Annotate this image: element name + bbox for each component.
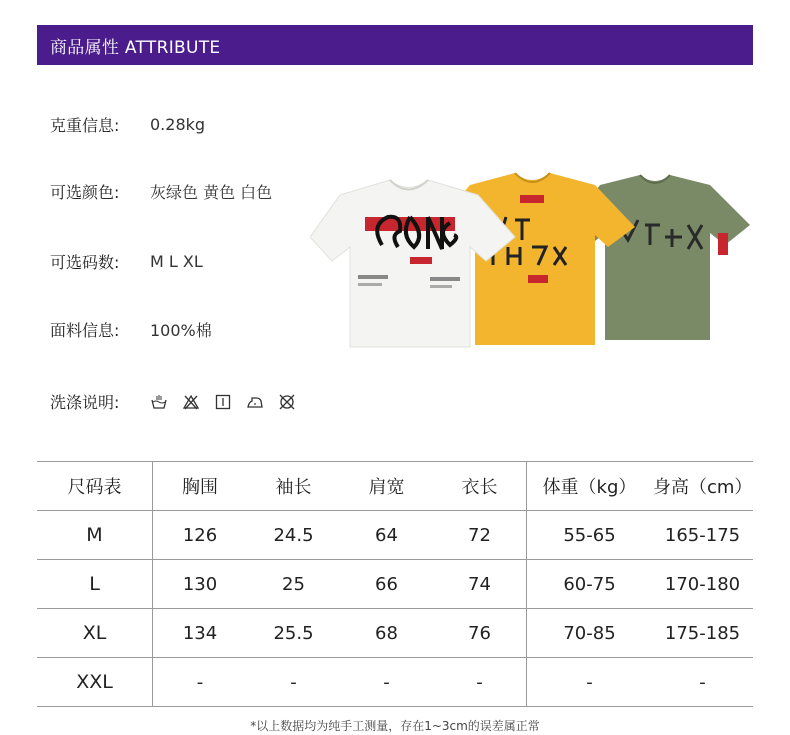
table-row	[37, 609, 753, 658]
table-cell: 70-85	[527, 609, 653, 658]
size-chart-table	[37, 461, 753, 707]
table-cell: -	[247, 658, 340, 707]
table-cell: 126	[153, 511, 248, 560]
section-title: 商品属性 ATTRIBUTE	[50, 37, 221, 58]
table-cell: 55-65	[527, 511, 653, 560]
table-cell: 25	[247, 560, 340, 609]
size-cell: L	[37, 560, 153, 609]
tshirt-product-image	[310, 165, 760, 355]
table-cell: 74	[433, 560, 527, 609]
attr-label: 面料信息:	[50, 321, 120, 340]
size-cell: M	[37, 511, 153, 560]
measurement-note: *以上数据均为纯手工测量，存在1~3cm的误差属正常	[250, 719, 540, 733]
attr-weight	[50, 113, 205, 136]
table-header-cell: 胸围	[153, 462, 248, 511]
table-row	[37, 658, 753, 707]
table-row	[37, 560, 753, 609]
table-cell: 25.5	[247, 609, 340, 658]
table-cell: -	[652, 658, 753, 707]
iron-low-icon	[246, 393, 264, 411]
table-cell: 68	[340, 609, 433, 658]
table-header-cell: 肩宽	[340, 462, 433, 511]
attr-sizes	[50, 250, 203, 273]
table-cell: -	[433, 658, 527, 707]
table-cell: 170-180	[652, 560, 753, 609]
no-dry-clean-icon	[278, 393, 296, 411]
line-dry-icon	[214, 393, 232, 411]
table-header-cell: 袖长	[247, 462, 340, 511]
table-cell: 24.5	[247, 511, 340, 560]
attr-wash	[50, 390, 296, 413]
table-cell: 165-175	[652, 511, 753, 560]
table-cell: 134	[153, 609, 248, 658]
attr-value: 100%棉	[150, 321, 212, 340]
no-bleach-icon	[182, 393, 200, 411]
table-header-row	[37, 462, 753, 511]
table-header-cell: 衣长	[433, 462, 527, 511]
table-header-cell: 尺码表	[37, 462, 153, 511]
table-cell: 130	[153, 560, 248, 609]
table-header-cell: 身高（cm）	[652, 462, 753, 511]
section-header	[37, 25, 753, 65]
attr-label: 可选颜色:	[50, 183, 120, 202]
table-header-cell: 体重（kg）	[527, 462, 653, 511]
attr-label: 洗涤说明:	[50, 393, 120, 412]
size-cell: XXL	[37, 658, 153, 707]
table-cell: 64	[340, 511, 433, 560]
attr-label: 克重信息:	[50, 116, 120, 135]
attr-value: 0.28kg	[150, 115, 206, 134]
table-cell: -	[340, 658, 433, 707]
attr-label: 可选码数:	[50, 253, 120, 272]
attr-value: M L XL	[150, 252, 203, 271]
table-cell: -	[153, 658, 248, 707]
size-cell: XL	[37, 609, 153, 658]
table-cell: 175-185	[652, 609, 753, 658]
wash-icons	[150, 393, 296, 411]
table-cell: 76	[433, 609, 527, 658]
table-cell: -	[527, 658, 653, 707]
table-cell: 66	[340, 560, 433, 609]
attr-value: 灰绿色 黄色 白色	[150, 183, 273, 202]
table-cell: 60-75	[527, 560, 653, 609]
attr-colors	[50, 180, 272, 203]
table-row	[37, 511, 753, 560]
hand-wash-icon	[150, 393, 168, 411]
attr-fabric	[50, 318, 212, 341]
table-cell: 72	[433, 511, 527, 560]
